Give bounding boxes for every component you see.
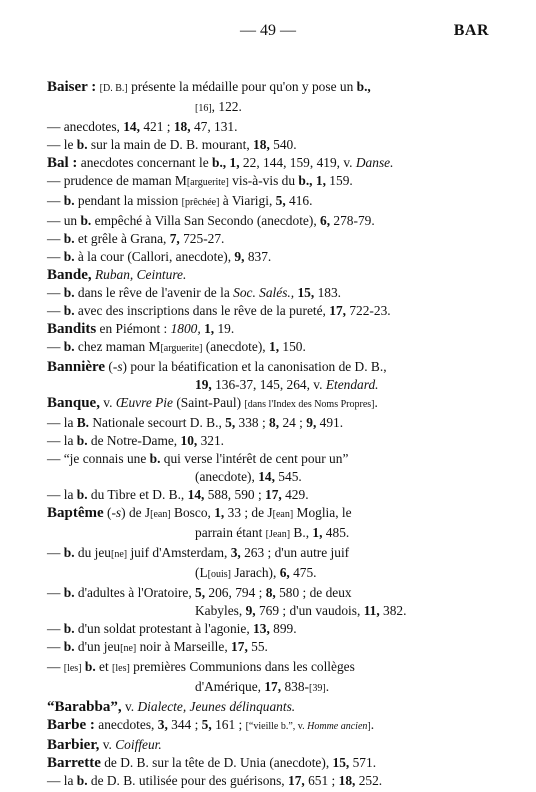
bracketed-note: [arguerite] <box>160 343 203 354</box>
volume-reference: 9, <box>245 603 256 618</box>
volume-reference: 18, <box>173 119 191 134</box>
entry-text: 429. <box>281 487 309 502</box>
bracketed-note: [ne] <box>111 549 128 560</box>
entry-text: 24 ; <box>279 415 307 430</box>
volume-reference: 5, <box>195 585 206 600</box>
entry-text: — <box>47 639 64 654</box>
entry-text: d'un jeu <box>74 639 121 654</box>
index-line <box>47 620 497 638</box>
bracketed-note: [ouis] <box>207 569 231 580</box>
entry-text: (Saint-Paul) <box>172 395 245 410</box>
entry-text: — <box>47 585 64 600</box>
entry-text: — <box>47 303 64 318</box>
index-line <box>47 486 497 504</box>
entry-text: de D. B. sur la tête de D. Unia (anecdote), <box>100 755 333 770</box>
volume-reference: 17, <box>265 487 282 502</box>
volume-reference: 6, <box>320 213 331 228</box>
entry-text: 899. <box>269 621 297 636</box>
volume-reference: b. <box>63 193 75 208</box>
index-line <box>47 338 497 358</box>
entry-text: Jarach), <box>230 565 280 580</box>
entry-text: v. <box>99 737 116 752</box>
entry-headword: Banque, <box>47 395 100 411</box>
entry-text: 159. <box>325 173 353 188</box>
entry-text: premières Communions dans les collèges <box>129 659 355 674</box>
entry-text: présente la médaille pour qu'on y pose un <box>127 79 357 94</box>
entry-text: (anecdote), <box>202 339 269 354</box>
index-line <box>47 414 497 432</box>
index-line <box>47 638 497 658</box>
entry-text: 725-27. <box>179 231 225 246</box>
index-line <box>47 698 497 716</box>
entry-text: 545. <box>274 469 302 484</box>
entry-text: — prudence de maman M <box>47 173 187 188</box>
volume-reference: 1, <box>315 173 326 188</box>
index-line <box>47 358 497 376</box>
index-line <box>47 736 497 754</box>
index-line-continuation <box>47 98 497 118</box>
index-line <box>47 248 497 266</box>
entry-text: , 122. <box>211 99 242 114</box>
index-line <box>47 136 497 154</box>
entry-text: qui verse l'intérêt de cent pour un” <box>160 451 349 466</box>
volume-reference: b. <box>63 621 75 636</box>
cross-reference: Œuvre Pie <box>115 395 173 410</box>
volume-reference: 1, <box>229 155 240 170</box>
index-line <box>47 78 497 98</box>
entry-text: à Viarigi, <box>219 193 276 208</box>
entry-text: 722-23. <box>346 303 391 318</box>
entry-text: — anecdotes, <box>47 119 124 134</box>
entry-headword: Barbier, <box>47 737 100 753</box>
index-entries <box>47 78 497 790</box>
entry-text: ) de J <box>121 505 151 520</box>
index-line <box>47 302 497 320</box>
entry-text: avec des inscriptions dans le rêve de la pureté, <box>74 303 330 318</box>
entry-text: 19. <box>214 321 235 336</box>
entry-headword: Bal : <box>47 155 78 171</box>
entry-text: et <box>95 659 113 674</box>
entry-text: — la <box>47 487 77 502</box>
entry-text: d'adultes à l'Oratoire, <box>74 585 196 600</box>
volume-reference: 9, <box>234 249 245 264</box>
volume-reference: 15, <box>332 755 350 770</box>
volume-reference: b., <box>356 79 371 94</box>
volume-reference: b. <box>76 773 88 788</box>
volume-reference: 19, <box>195 377 212 392</box>
entry-text: 183. <box>314 285 342 300</box>
volume-reference: b. <box>63 285 75 300</box>
entry-text: 278-79. <box>330 213 375 228</box>
entry-text: ( <box>105 359 113 374</box>
bracketed-note: [ean] <box>272 509 294 520</box>
bracketed-note: [dans l'Index des Noms Propres] <box>244 399 375 410</box>
entry-text: 838- <box>281 679 310 694</box>
entry-text: — <box>47 339 64 354</box>
bracketed-note: [les] <box>112 663 130 674</box>
volume-reference: 8, <box>269 415 280 430</box>
volume-reference: b. <box>63 231 75 246</box>
volume-reference: 8, <box>265 585 276 600</box>
index-line <box>47 450 497 468</box>
entry-text: 161 ; <box>211 717 246 732</box>
volume-reference: 1, <box>204 321 215 336</box>
entry-text: à la cour (Callori, anecdote), <box>74 249 235 264</box>
bracketed-note: [arguerite] <box>186 177 229 188</box>
volume-reference: 18, <box>253 137 270 152</box>
entry-text: Bosco, <box>170 505 215 520</box>
entry-text: 837. <box>244 249 272 264</box>
entry-text: — un <box>47 213 81 228</box>
entry-text: — <box>47 231 64 246</box>
entry-text: ) pour la béatification et la canonisation de D. B., <box>122 359 387 374</box>
entry-text: 263 ; d'un autre juif <box>240 545 350 560</box>
entry-text: 206, 794 ; <box>205 585 266 600</box>
bracketed-note: [D. B.] <box>99 83 128 94</box>
bracketed-note: [ne] <box>120 643 137 654</box>
volume-reference: 1, <box>214 505 225 520</box>
entry-text: dans le rêve de l'avenir de la <box>74 285 234 300</box>
index-line <box>47 320 497 338</box>
entry-text: du Tibre et D. B., <box>87 487 188 502</box>
entry-text: — <box>47 621 64 636</box>
index-line <box>47 192 497 212</box>
entry-text: de Notre-Dame, <box>87 433 181 448</box>
entry-text: de D. B. utilisée pour des guérisons, <box>87 773 289 788</box>
entry-text: — la <box>47 415 77 430</box>
entry-text: 571. <box>349 755 377 770</box>
entry-text: — “je connais une <box>47 451 150 466</box>
index-line <box>47 504 497 524</box>
volume-reference: b. <box>63 585 75 600</box>
volume-reference: 3, <box>230 545 241 560</box>
volume-reference: 14, <box>258 469 275 484</box>
entry-text: (L <box>195 565 208 580</box>
entry-text: chez maman M <box>74 339 161 354</box>
entry-text: Moglia, le <box>293 505 352 520</box>
entry-text: ( <box>103 505 112 520</box>
volume-reference: b. <box>76 137 88 152</box>
volume-reference: 13, <box>253 621 270 636</box>
volume-reference: 5, <box>201 717 212 732</box>
entry-text: Nationale secourt D. B., <box>89 415 226 430</box>
cross-reference: 1800, <box>170 321 201 336</box>
volume-reference: 18, <box>338 773 356 788</box>
entry-text: 22, 144, 159, 419, v. <box>239 155 356 170</box>
volume-reference: 7, <box>169 231 180 246</box>
entry-text: et grêle à Grana, <box>74 231 170 246</box>
index-line <box>47 772 497 790</box>
index-line <box>47 230 497 248</box>
entry-text: . <box>370 717 375 732</box>
index-line-continuation <box>47 564 497 584</box>
volume-reference: 10, <box>180 433 198 448</box>
cross-reference: Ruban, Ceinture. <box>94 267 187 282</box>
volume-reference: 17, <box>231 639 248 654</box>
entry-text: 344 ; <box>167 717 202 732</box>
entry-text: 338 ; <box>235 415 270 430</box>
index-line <box>47 212 497 230</box>
entry-text: 580 ; de deux <box>275 585 352 600</box>
bracketed-note: [prêchée] <box>181 197 220 208</box>
volume-reference: 11, <box>363 603 380 618</box>
entry-text: — la <box>47 433 77 448</box>
bracketed-note: ] <box>367 721 371 732</box>
bracketed-note: Homme ancien <box>307 721 368 732</box>
index-line-continuation <box>47 468 497 486</box>
entry-text: 588, 590 ; <box>204 487 266 502</box>
cross-reference: Soc. Salés., <box>233 285 295 300</box>
index-line-continuation <box>47 602 497 620</box>
volume-reference: b., <box>212 155 227 170</box>
entry-text: — <box>47 249 64 264</box>
bracketed-note: [Jean] <box>265 529 291 540</box>
volume-reference: 3, <box>157 717 168 732</box>
entry-headword: “Barabba”, <box>47 699 122 715</box>
entry-text: — la <box>47 773 77 788</box>
index-line-continuation <box>47 376 497 394</box>
volume-reference: b. <box>63 339 75 354</box>
entry-text: anecdotes, <box>94 717 158 732</box>
running-head: BAR <box>453 22 489 39</box>
entry-headword: Bande, <box>47 267 92 283</box>
cross-reference: Coiffeur. <box>115 737 162 752</box>
index-line-continuation <box>47 678 497 698</box>
entry-text: 382. <box>379 603 407 618</box>
index-line <box>47 154 497 172</box>
entry-text: Kabyles, <box>195 603 246 618</box>
entry-text: 47, 131. <box>190 119 238 134</box>
index-line <box>47 432 497 450</box>
entry-headword: Baptême <box>47 505 104 521</box>
entry-text: — <box>47 285 64 300</box>
entry-text: juif d'Amsterdam, <box>127 545 231 560</box>
volume-reference: 17, <box>329 303 346 318</box>
volume-reference: 14, <box>187 487 205 502</box>
entry-text: vis-à-vis du <box>228 173 299 188</box>
entry-headword: Baiser : <box>47 79 97 95</box>
entry-text: 416. <box>285 193 313 208</box>
cross-reference: -s <box>111 505 122 520</box>
entry-text: 475. <box>289 565 317 580</box>
entry-text: 55. <box>247 639 268 654</box>
entry-text: — <box>47 193 64 208</box>
volume-reference: b. <box>84 659 96 674</box>
volume-reference: 5, <box>275 193 286 208</box>
entry-text: sur la main de D. B. mourant, <box>87 137 254 152</box>
entry-text: — <box>47 659 64 674</box>
volume-reference: 14, <box>123 119 140 134</box>
index-line <box>47 172 497 192</box>
entry-headword: Bannière <box>47 359 106 375</box>
volume-reference: 1, <box>269 339 280 354</box>
entry-text: B., <box>290 525 313 540</box>
cross-reference: -s <box>112 359 123 374</box>
entry-text: en Piémont : <box>96 321 171 336</box>
index-line <box>47 394 497 414</box>
index-line <box>47 544 497 564</box>
index-line <box>47 658 497 678</box>
volume-reference: b. <box>76 433 88 448</box>
entry-text: anecdotes concernant le <box>77 155 213 170</box>
entry-text: 769 ; d'un vaudois, <box>255 603 364 618</box>
entry-text: 150. <box>279 339 306 354</box>
entry-text: d'Amérique, <box>195 679 265 694</box>
bracketed-note: [16] <box>195 103 212 114</box>
volume-reference: b. <box>63 303 75 318</box>
bracketed-note: [39] <box>309 683 326 694</box>
entry-text: 321. <box>197 433 225 448</box>
cross-reference: Dialecte, Jeunes délinquants. <box>137 699 296 714</box>
entry-text: 252. <box>355 773 383 788</box>
entry-text: (anecdote), <box>195 469 259 484</box>
index-line <box>47 754 497 772</box>
volume-reference: b. <box>63 545 75 560</box>
volume-reference: b. <box>63 249 75 264</box>
bracketed-note: [ean] <box>150 509 171 520</box>
entry-headword: Barbe : <box>47 717 95 733</box>
index-line <box>47 284 497 302</box>
entry-text: d'un soldat protestant à l'agonie, <box>74 621 254 636</box>
entry-text: 136-37, 145, 264, v. <box>211 377 326 392</box>
page-number: — 49 — <box>240 22 296 39</box>
entry-text: v. <box>99 395 116 410</box>
cross-reference: Danse. <box>355 155 394 170</box>
entry-text: noir à Marseille, <box>136 639 232 654</box>
entry-text: v. <box>121 699 138 714</box>
entry-text: — le <box>47 137 77 152</box>
entry-text: empêché à Villa San Secondo (anecdote), <box>91 213 321 228</box>
index-line <box>47 584 497 602</box>
entry-text: parrain étant <box>195 525 266 540</box>
volume-reference: b. <box>80 213 92 228</box>
volume-reference: B. <box>76 415 90 430</box>
volume-reference: b. <box>149 451 161 466</box>
index-line <box>47 716 497 736</box>
entry-text: — <box>47 545 64 560</box>
entry-text: . <box>374 395 378 410</box>
entry-text: 485. <box>322 525 350 540</box>
entry-text: . <box>325 679 330 694</box>
volume-reference: b. <box>63 639 75 654</box>
entry-text: 491. <box>316 415 344 430</box>
entry-text: 540. <box>269 137 297 152</box>
volume-reference: 15, <box>297 285 315 300</box>
bracketed-note: [“vieille b.”, v. <box>245 721 308 732</box>
cross-reference: Etendard. <box>325 377 379 392</box>
volume-reference: 5, <box>225 415 236 430</box>
entry-text: 651 ; <box>304 773 339 788</box>
index-line <box>47 266 497 284</box>
entry-text: du jeu <box>74 545 111 560</box>
volume-reference: 6, <box>279 565 290 580</box>
entry-text: 33 ; de J <box>224 505 273 520</box>
volume-reference: 1, <box>312 525 323 540</box>
index-line <box>47 118 497 136</box>
volume-reference: 17, <box>288 773 305 788</box>
entry-headword: Barrette <box>47 755 101 771</box>
volume-reference: b., <box>298 173 313 188</box>
entry-text: pendant la mission <box>74 193 182 208</box>
index-line-continuation <box>47 524 497 544</box>
page-header <box>0 22 536 46</box>
bracketed-note: [les] <box>63 663 82 674</box>
volume-reference: b. <box>76 487 88 502</box>
entry-text: 421 ; <box>139 119 174 134</box>
volume-reference: 9, <box>306 415 317 430</box>
volume-reference: 17, <box>264 679 282 694</box>
entry-headword: Bandits <box>47 321 97 337</box>
